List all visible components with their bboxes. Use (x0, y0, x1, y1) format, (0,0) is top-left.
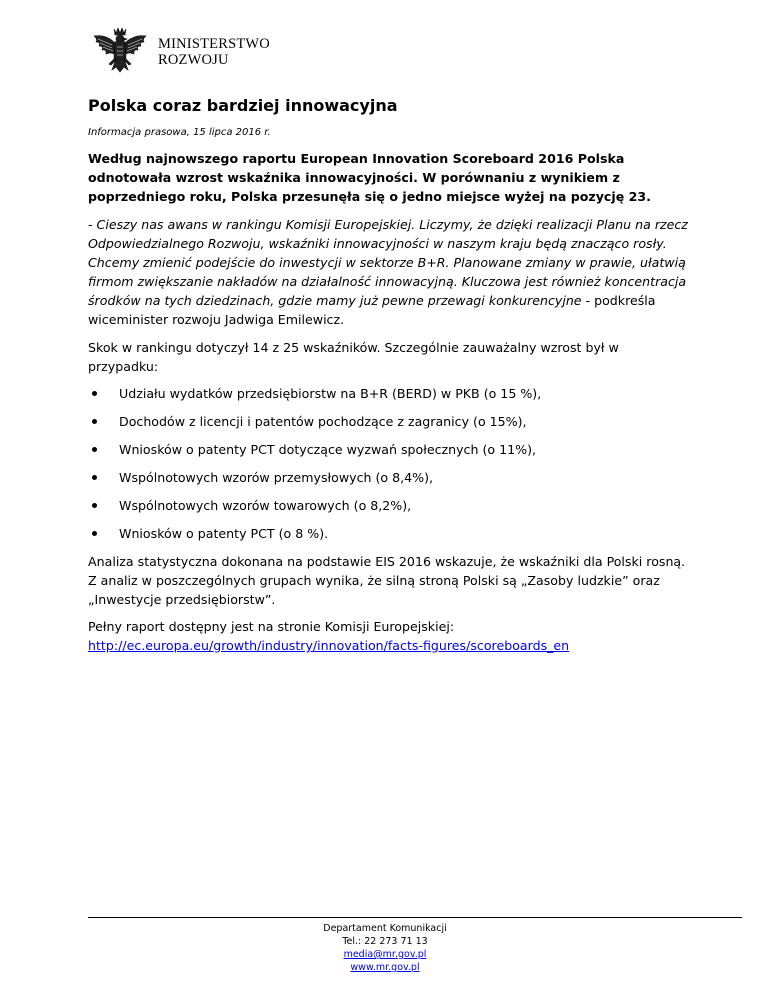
footer-email-link[interactable]: media@mr.gov.pl (343, 949, 427, 960)
bullet-icon (92, 503, 97, 508)
page-title: Polska coraz bardziej innowacyjna (88, 96, 398, 115)
list-item-text: Udziału wydatków przedsiębiorstw na B+R (BERD) w PKB (o 15 %), (119, 386, 542, 401)
list-item-text: Dochodów z licencji i patentów pochodzące z zagranicy (o 15%), (119, 414, 527, 429)
lead-paragraph: Według najnowszego raportu European Innovation Scoreboard 2016 Polska odnotowała wzrost wskaźnika innowacyjności. W porównaniu z wynikiem z poprzedniego roku, Polska przesunęła się o jedno miejsce wyżej na pozycję 23. (88, 151, 651, 204)
page-footer (300, 922, 470, 974)
list-item (88, 496, 688, 515)
report-link[interactable]: http://ec.europa.eu/growth/industry/innovation/facts-figures/scoreboards_en (88, 638, 570, 653)
list-item (88, 384, 688, 403)
report-text: Pełny raport dostępny jest na stronie Komisji Europejskiej: (88, 619, 455, 634)
bullet-icon (92, 475, 97, 480)
list-item-text: Wniosków o patenty PCT dotyczące wyzwań społecznych (o 11%), (119, 442, 536, 457)
bullet-icon (92, 531, 97, 536)
ranking-intro: Skok w rankingu dotyczył 14 z 25 wskaźników. Szczególnie zauważalny wzrost był w przypadku: (88, 340, 619, 374)
quote-paragraph (88, 215, 688, 329)
bullet-icon (92, 447, 97, 452)
list-item (88, 524, 688, 543)
quote-attribution: podkreśla wiceminister rozwoju Jadwiga Emilewicz. (88, 293, 656, 327)
ministry-name-line1: MINISTERSTWO (158, 36, 270, 52)
footer-website-link[interactable]: www.mr.gov.pl (350, 962, 420, 973)
list-item-text: Wspólnotowych wzorów przemysłowych (o 8,4%), (119, 470, 434, 485)
list-item-text: Wspólnotowych wzorów towarowych (o 8,2%), (119, 498, 412, 513)
footer-department: Departament Komunikacji (323, 923, 447, 934)
list-item (88, 412, 688, 431)
indicator-list (88, 384, 688, 543)
ministry-name (158, 36, 270, 68)
list-item (88, 440, 688, 459)
analysis-paragraph: Analiza statystyczna dokonana na podstawie EIS 2016 wskazuje, że wskaźniki dla Polski rosną. Z analiz w poszczególnych grupach wynika, że silną stroną Polski są „Zasoby ludzkie” oraz „Inwestycje przedsiębiorstw”. (88, 554, 686, 607)
list-item-text: Wniosków o patenty PCT (o 8 %). (119, 526, 329, 541)
bullet-icon (92, 419, 97, 424)
press-info-date: Informacja prasowa, 15 lipca 2016 r. (88, 127, 271, 138)
list-item (88, 468, 688, 487)
page-header (88, 26, 270, 78)
ministry-name-line2: ROZWOJU (158, 52, 229, 68)
report-paragraph (88, 617, 688, 655)
quote-text: - Cieszy nas awans w rankingu Komisji Europejskiej. Liczymy, że dzięki realizacji Planu na rzecz Odpowiedzialnego Rozwoju, wskaźniki innowacyjności w naszym kraju będą znacząco rosły. Chcemy zmienić podejście do inwestycji w sektorze B+R. Planowane zmiany w prawie, ułatwią firmom zwiększanie nakładów na działalność innowacyjną. Kluczowa jest również koncentracja środków na tych dziedzinach, gdzie mamy już pewne przewagi konkurencyjne - (88, 217, 688, 308)
polish-eagle-emblem-icon (88, 26, 152, 76)
footer-divider (88, 917, 742, 918)
press-release-body (88, 96, 688, 663)
footer-phone: Tel.: 22 273 71 13 (342, 936, 428, 947)
bullet-icon (92, 391, 97, 396)
